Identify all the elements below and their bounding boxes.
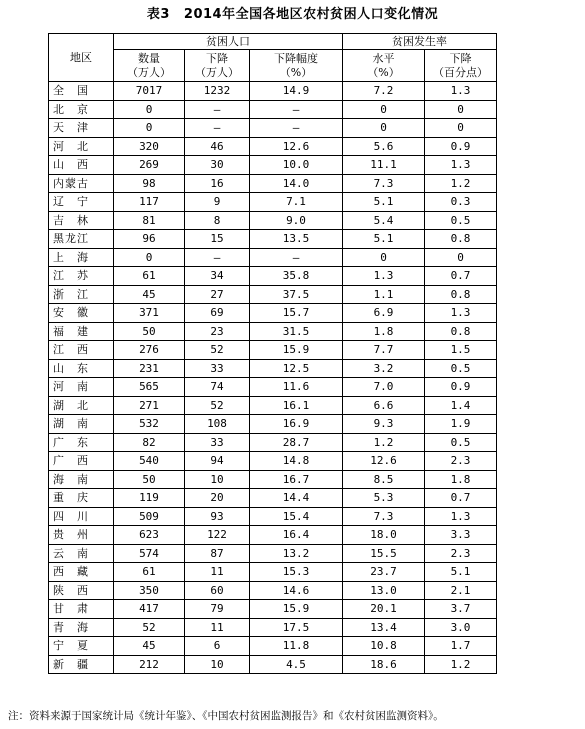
table-row: [49, 396, 497, 415]
region-cell: 四 川: [49, 507, 114, 526]
rate-drop-cell: 1.3: [425, 156, 497, 175]
poor-count-cell: 276: [114, 341, 185, 360]
rate-level-cell: 7.0: [343, 378, 425, 397]
drop-pct-cell: 10.0: [250, 156, 343, 175]
poor-drop-cell: 11: [185, 563, 250, 582]
poor-drop-cell: 10: [185, 470, 250, 489]
region-cell: 海 南: [49, 470, 114, 489]
table-row: [49, 618, 497, 637]
region-cell: 天 津: [49, 119, 114, 138]
drop-pct-cell: 15.7: [250, 304, 343, 323]
poor-drop-cell: –: [185, 248, 250, 267]
poor-drop-cell: 11: [185, 618, 250, 637]
rate-level-cell: 18.0: [343, 526, 425, 545]
poor-count-cell: 509: [114, 507, 185, 526]
rate-level-cell: 23.7: [343, 563, 425, 582]
table-row: [49, 156, 497, 175]
rate-drop-cell: 0: [425, 100, 497, 119]
rate-level-cell: 0: [343, 100, 425, 119]
header-group-rate: 贫困发生率: [343, 34, 497, 50]
poor-count-cell: 45: [114, 637, 185, 656]
poor-drop-cell: 52: [185, 341, 250, 360]
rate-drop-cell: 1.2: [425, 174, 497, 193]
drop-pct-cell: 13.5: [250, 230, 343, 249]
drop-pct-cell: 14.9: [250, 82, 343, 101]
table-row: [49, 100, 497, 119]
region-cell: 贵 州: [49, 526, 114, 545]
rate-level-cell: 7.3: [343, 174, 425, 193]
table-row: [49, 359, 497, 378]
rate-level-cell: 5.6: [343, 137, 425, 156]
region-cell: 广 东: [49, 433, 114, 452]
drop-pct-cell: 16.1: [250, 396, 343, 415]
table-row: [49, 581, 497, 600]
rate-drop-cell: 0.9: [425, 378, 497, 397]
poor-drop-cell: 94: [185, 452, 250, 471]
rate-level-cell: 20.1: [343, 600, 425, 619]
region-cell: 湖 南: [49, 415, 114, 434]
rate-drop-cell: 1.3: [425, 507, 497, 526]
source-note: 注：资料来源于国家统计局《统计年鉴》、《中国农村贫困监测报告》和《农村贫困监测资料》。: [8, 710, 444, 722]
rate-drop-cell: 3.7: [425, 600, 497, 619]
drop-pct-cell: 31.5: [250, 322, 343, 341]
region-cell: 福 建: [49, 322, 114, 341]
poor-count-cell: 212: [114, 655, 185, 674]
header-drop: 下降 （万人）: [185, 50, 250, 82]
poor-drop-cell: 79: [185, 600, 250, 619]
drop-pct-cell: 11.6: [250, 378, 343, 397]
poor-count-cell: 50: [114, 322, 185, 341]
rate-drop-cell: 0.7: [425, 489, 497, 508]
poor-drop-cell: 74: [185, 378, 250, 397]
region-cell: 内蒙古: [49, 174, 114, 193]
poor-count-cell: 50: [114, 470, 185, 489]
region-cell: 黑龙江: [49, 230, 114, 249]
rate-level-cell: 6.9: [343, 304, 425, 323]
poor-count-cell: 350: [114, 581, 185, 600]
region-cell: 江 西: [49, 341, 114, 360]
poverty-table: [48, 33, 497, 674]
table-row: [49, 378, 497, 397]
rate-level-cell: 11.1: [343, 156, 425, 175]
poor-drop-cell: 60: [185, 581, 250, 600]
table-row: [49, 119, 497, 138]
table-row: [49, 230, 497, 249]
table-title: [0, 3, 585, 22]
drop-pct-cell: 14.4: [250, 489, 343, 508]
poor-count-cell: 320: [114, 137, 185, 156]
poor-count-cell: 117: [114, 193, 185, 212]
rate-level-cell: 0: [343, 119, 425, 138]
poor-count-cell: 0: [114, 248, 185, 267]
drop-pct-cell: 12.5: [250, 359, 343, 378]
table-row: [49, 489, 497, 508]
drop-pct-cell: 14.8: [250, 452, 343, 471]
poor-drop-cell: 46: [185, 137, 250, 156]
region-cell: 安 徽: [49, 304, 114, 323]
drop-pct-cell: 15.9: [250, 341, 343, 360]
rate-drop-cell: 0.8: [425, 285, 497, 304]
drop-pct-cell: 11.8: [250, 637, 343, 656]
rate-drop-cell: 0.5: [425, 433, 497, 452]
poor-drop-cell: 93: [185, 507, 250, 526]
poor-drop-cell: 16: [185, 174, 250, 193]
rate-drop-cell: 0.8: [425, 322, 497, 341]
poor-count-cell: 0: [114, 119, 185, 138]
region-cell: 重 庆: [49, 489, 114, 508]
region-cell: 辽 宁: [49, 193, 114, 212]
rate-level-cell: 13.4: [343, 618, 425, 637]
rate-level-cell: 9.3: [343, 415, 425, 434]
drop-pct-cell: 9.0: [250, 211, 343, 230]
poor-count-cell: 82: [114, 433, 185, 452]
poor-count-cell: 61: [114, 267, 185, 286]
poor-drop-cell: 10: [185, 655, 250, 674]
region-cell: 上 海: [49, 248, 114, 267]
poor-count-cell: 574: [114, 544, 185, 563]
region-cell: 浙 江: [49, 285, 114, 304]
poor-count-cell: 52: [114, 618, 185, 637]
table-row: [49, 82, 497, 101]
table-row: [49, 655, 497, 674]
rate-drop-cell: 1.9: [425, 415, 497, 434]
table-row: [49, 600, 497, 619]
drop-pct-cell: –: [250, 119, 343, 138]
rate-drop-cell: 2.3: [425, 544, 497, 563]
rate-level-cell: 12.6: [343, 452, 425, 471]
table-row: [49, 544, 497, 563]
poor-count-cell: 81: [114, 211, 185, 230]
drop-pct-cell: 35.8: [250, 267, 343, 286]
drop-pct-cell: –: [250, 248, 343, 267]
poor-count-cell: 532: [114, 415, 185, 434]
drop-pct-cell: 15.4: [250, 507, 343, 526]
rate-drop-cell: 1.8: [425, 470, 497, 489]
poor-drop-cell: 15: [185, 230, 250, 249]
rate-level-cell: 8.5: [343, 470, 425, 489]
table-row: [49, 452, 497, 471]
table-row: [49, 341, 497, 360]
region-cell: 全 国: [49, 82, 114, 101]
rate-level-cell: 1.1: [343, 285, 425, 304]
poor-drop-cell: 8: [185, 211, 250, 230]
rate-level-cell: 7.3: [343, 507, 425, 526]
poor-count-cell: 371: [114, 304, 185, 323]
poor-drop-cell: 30: [185, 156, 250, 175]
region-cell: 宁 夏: [49, 637, 114, 656]
rate-drop-cell: 1.4: [425, 396, 497, 415]
drop-pct-cell: 17.5: [250, 618, 343, 637]
rate-drop-cell: 2.3: [425, 452, 497, 471]
header-count: 数量 （万人）: [114, 50, 185, 82]
poor-count-cell: 540: [114, 452, 185, 471]
table-number: 表3: [146, 7, 170, 22]
poor-drop-cell: 52: [185, 396, 250, 415]
poor-drop-cell: 6: [185, 637, 250, 656]
table-row: [49, 507, 497, 526]
poor-count-cell: 98: [114, 174, 185, 193]
poor-drop-cell: 1232: [185, 82, 250, 101]
rate-level-cell: 10.8: [343, 637, 425, 656]
rate-level-cell: 7.7: [343, 341, 425, 360]
header-rate-drop: 下降 （百分点）: [425, 50, 497, 82]
header-region: 地区: [49, 34, 114, 82]
rate-drop-cell: 5.1: [425, 563, 497, 582]
rate-drop-cell: 0.5: [425, 211, 497, 230]
drop-pct-cell: 4.5: [250, 655, 343, 674]
poor-count-cell: 417: [114, 600, 185, 619]
drop-pct-cell: 15.3: [250, 563, 343, 582]
rate-level-cell: 5.3: [343, 489, 425, 508]
region-cell: 广 西: [49, 452, 114, 471]
region-cell: 甘 肃: [49, 600, 114, 619]
poor-drop-cell: 87: [185, 544, 250, 563]
poor-drop-cell: 9: [185, 193, 250, 212]
drop-pct-cell: –: [250, 100, 343, 119]
rate-drop-cell: 0.8: [425, 230, 497, 249]
header-row-1: [49, 34, 497, 50]
rate-level-cell: 15.5: [343, 544, 425, 563]
table-row: [49, 322, 497, 341]
table-row: [49, 267, 497, 286]
rate-drop-cell: 1.5: [425, 341, 497, 360]
poor-drop-cell: 108: [185, 415, 250, 434]
rate-level-cell: 1.8: [343, 322, 425, 341]
rate-level-cell: 5.1: [343, 230, 425, 249]
table-row: [49, 563, 497, 582]
poor-drop-cell: 27: [185, 285, 250, 304]
poor-drop-cell: 23: [185, 322, 250, 341]
rate-level-cell: 6.6: [343, 396, 425, 415]
rate-drop-cell: 0: [425, 119, 497, 138]
drop-pct-cell: 28.7: [250, 433, 343, 452]
table-row: [49, 137, 497, 156]
poor-count-cell: 565: [114, 378, 185, 397]
region-cell: 河 南: [49, 378, 114, 397]
drop-pct-cell: 37.5: [250, 285, 343, 304]
poor-count-cell: 0: [114, 100, 185, 119]
region-cell: 江 苏: [49, 267, 114, 286]
table-row: [49, 211, 497, 230]
table-row: [49, 526, 497, 545]
region-cell: 云 南: [49, 544, 114, 563]
region-cell: 陕 西: [49, 581, 114, 600]
header-row-2: [49, 50, 497, 82]
rate-level-cell: 5.4: [343, 211, 425, 230]
poor-drop-cell: –: [185, 100, 250, 119]
region-cell: 青 海: [49, 618, 114, 637]
rate-level-cell: 5.1: [343, 193, 425, 212]
rate-level-cell: 0: [343, 248, 425, 267]
poor-count-cell: 7017: [114, 82, 185, 101]
poor-drop-cell: –: [185, 119, 250, 138]
rate-drop-cell: 2.1: [425, 581, 497, 600]
region-cell: 吉 林: [49, 211, 114, 230]
table-row: [49, 174, 497, 193]
rate-level-cell: 18.6: [343, 655, 425, 674]
rate-drop-cell: 3.3: [425, 526, 497, 545]
poor-drop-cell: 20: [185, 489, 250, 508]
rate-drop-cell: 1.2: [425, 655, 497, 674]
rate-drop-cell: 0.3: [425, 193, 497, 212]
drop-pct-cell: 15.9: [250, 600, 343, 619]
poor-count-cell: 231: [114, 359, 185, 378]
region-cell: 新 疆: [49, 655, 114, 674]
region-cell: 山 东: [49, 359, 114, 378]
rate-level-cell: 3.2: [343, 359, 425, 378]
table-title-text: 2014年全国各地区农村贫困人口变化情况: [183, 7, 439, 22]
drop-pct-cell: 7.1: [250, 193, 343, 212]
poor-drop-cell: 33: [185, 433, 250, 452]
header-group-poor: 贫困人口: [114, 34, 343, 50]
table-row: [49, 433, 497, 452]
drop-pct-cell: 12.6: [250, 137, 343, 156]
table-row: [49, 470, 497, 489]
rate-drop-cell: 1.7: [425, 637, 497, 656]
rate-drop-cell: 3.0: [425, 618, 497, 637]
region-cell: 山 西: [49, 156, 114, 175]
rate-drop-cell: 0: [425, 248, 497, 267]
poor-count-cell: 269: [114, 156, 185, 175]
poor-drop-cell: 33: [185, 359, 250, 378]
rate-drop-cell: 1.3: [425, 82, 497, 101]
region-cell: 西 藏: [49, 563, 114, 582]
rate-level-cell: 7.2: [343, 82, 425, 101]
drop-pct-cell: 14.6: [250, 581, 343, 600]
header-drop-pct: 下降幅度 （%）: [250, 50, 343, 82]
poor-drop-cell: 34: [185, 267, 250, 286]
poor-drop-cell: 122: [185, 526, 250, 545]
drop-pct-cell: 13.2: [250, 544, 343, 563]
region-cell: 河 北: [49, 137, 114, 156]
table-row: [49, 304, 497, 323]
rate-drop-cell: 1.3: [425, 304, 497, 323]
rate-drop-cell: 0.5: [425, 359, 497, 378]
table-row: [49, 193, 497, 212]
table-row: [49, 637, 497, 656]
poor-count-cell: 96: [114, 230, 185, 249]
region-cell: 湖 北: [49, 396, 114, 415]
region-cell: 北 京: [49, 100, 114, 119]
rate-level-cell: 13.0: [343, 581, 425, 600]
poor-drop-cell: 69: [185, 304, 250, 323]
rate-drop-cell: 0.7: [425, 267, 497, 286]
drop-pct-cell: 16.4: [250, 526, 343, 545]
drop-pct-cell: 16.7: [250, 470, 343, 489]
poor-count-cell: 45: [114, 285, 185, 304]
poor-count-cell: 623: [114, 526, 185, 545]
drop-pct-cell: 16.9: [250, 415, 343, 434]
rate-level-cell: 1.3: [343, 267, 425, 286]
rate-drop-cell: 0.9: [425, 137, 497, 156]
drop-pct-cell: 14.0: [250, 174, 343, 193]
poor-count-cell: 119: [114, 489, 185, 508]
poor-count-cell: 61: [114, 563, 185, 582]
table-row: [49, 285, 497, 304]
header-level: 水平 （%）: [343, 50, 425, 82]
table-body: [49, 82, 497, 674]
rate-level-cell: 1.2: [343, 433, 425, 452]
table-row: [49, 248, 497, 267]
poor-count-cell: 271: [114, 396, 185, 415]
table-row: [49, 415, 497, 434]
